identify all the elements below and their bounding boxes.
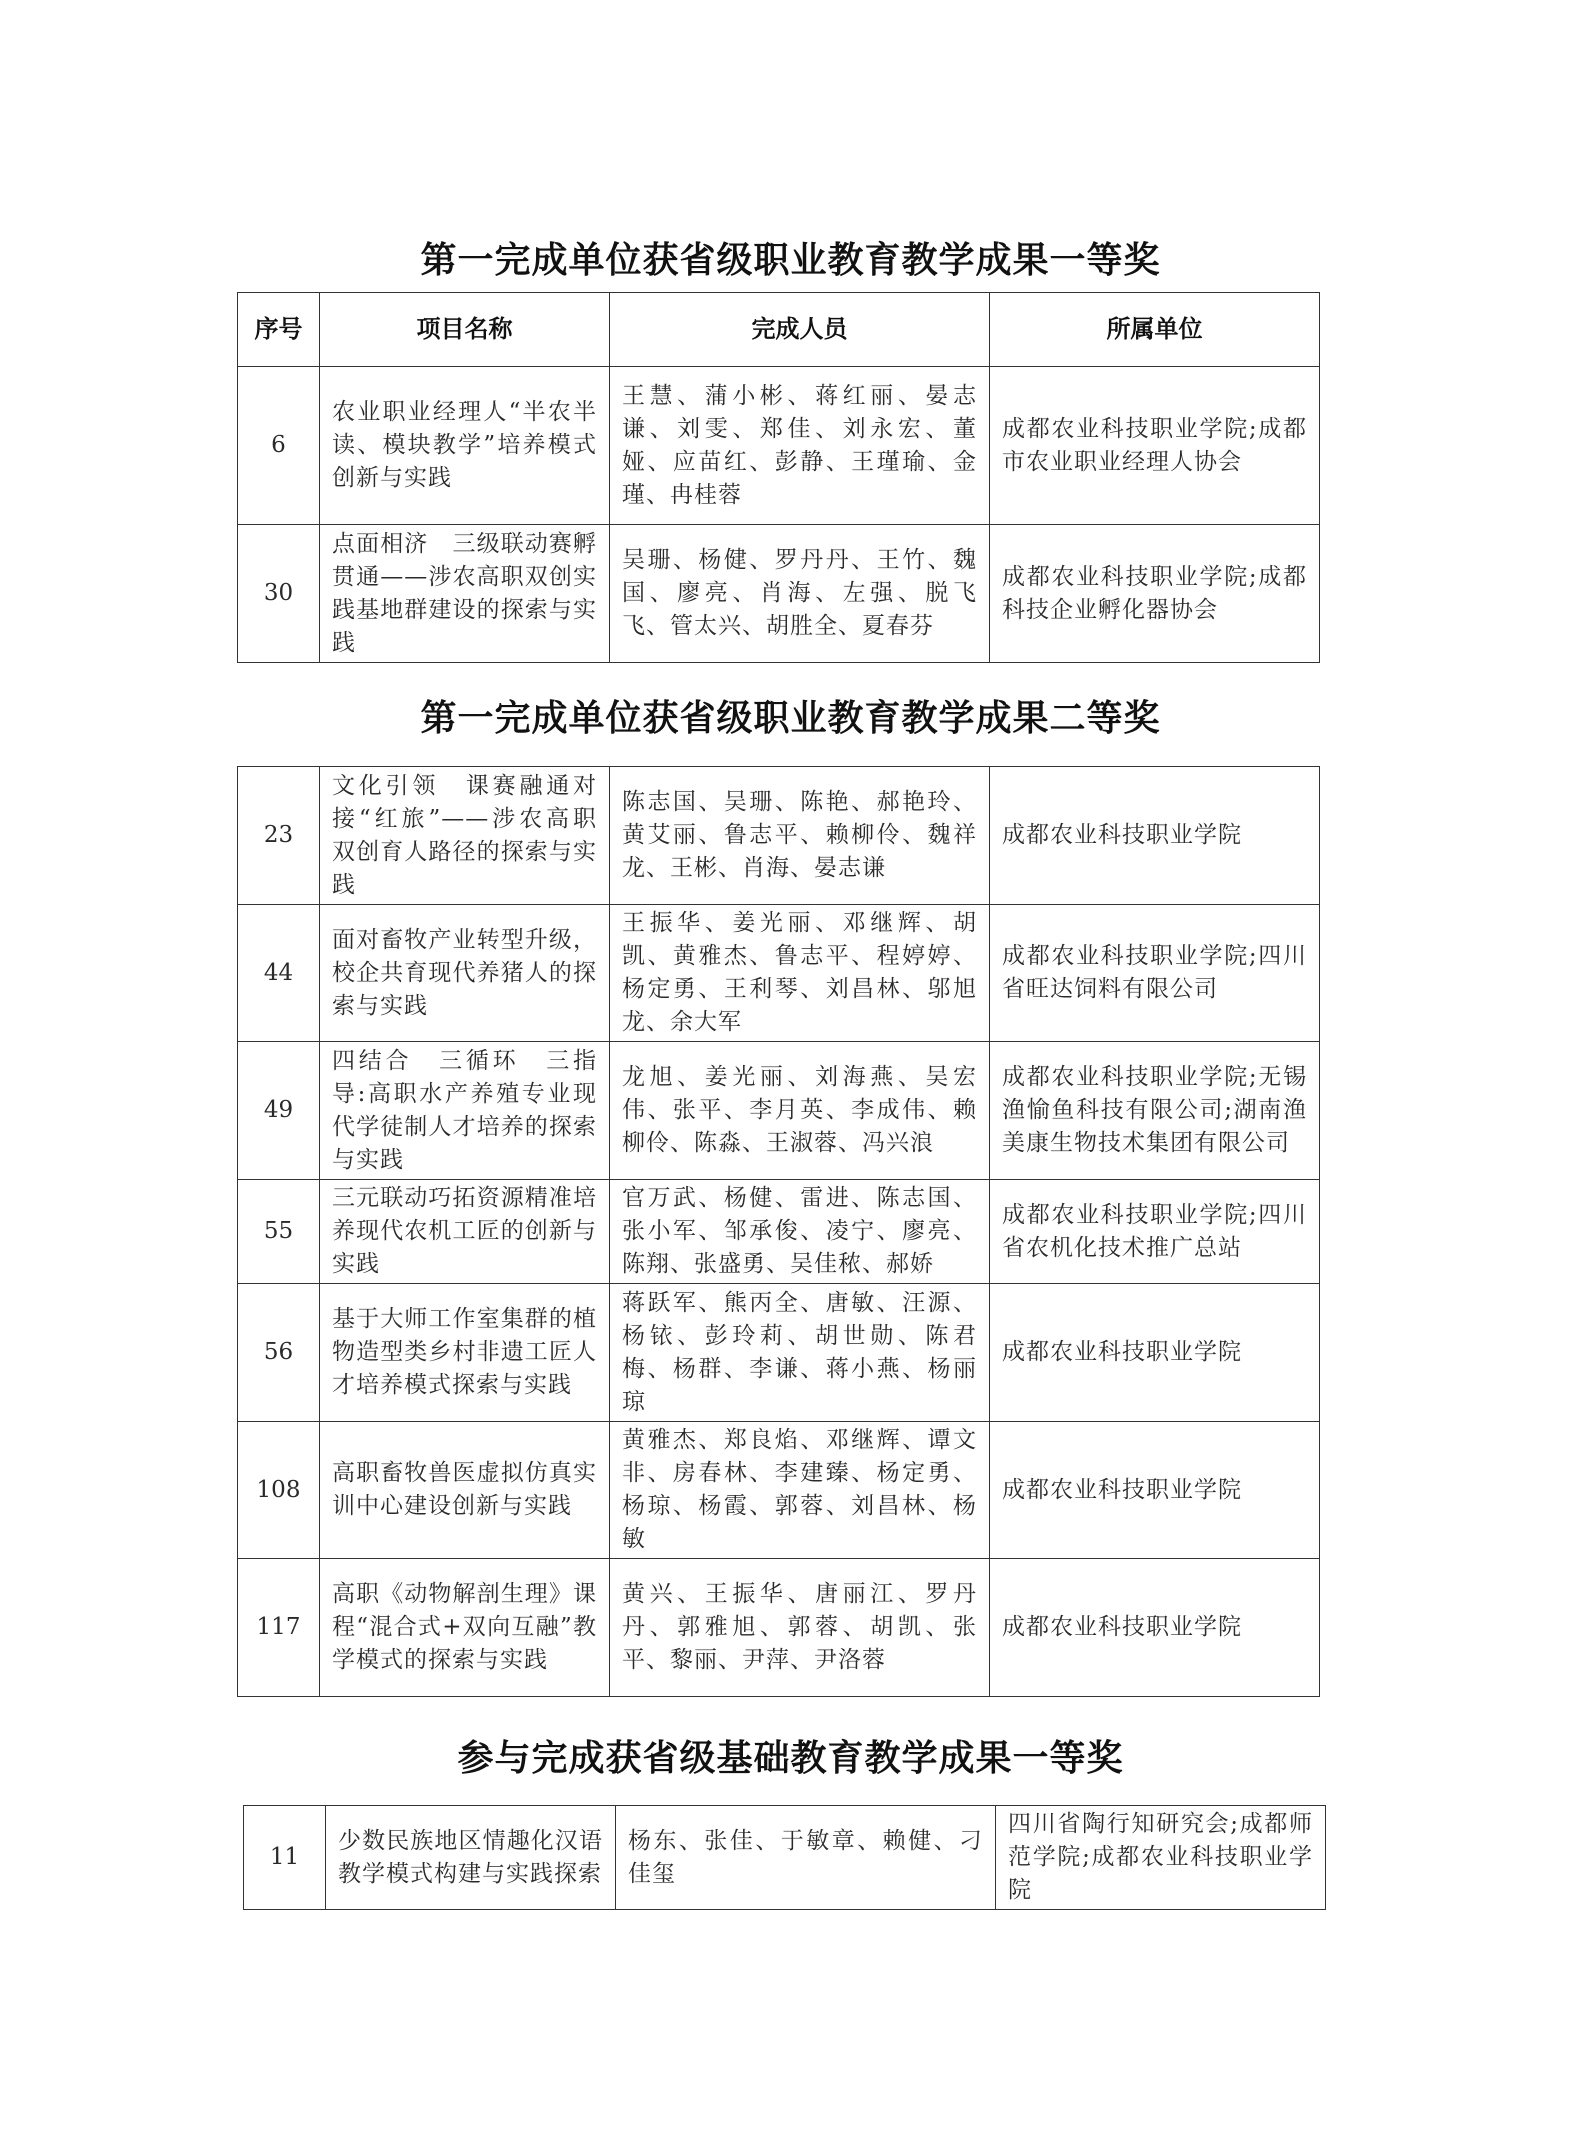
row-unit: 四川省陶行知研究会;成都师范学院;成都农业科技职业学院 [996, 1806, 1326, 1910]
table-row [238, 905, 1320, 1042]
row-people: 官万武、杨健、雷进、陈志国、张小军、邹承俊、凌宁、廖亮、陈翔、张盛勇、吴佳秾、郝娇 [610, 1180, 990, 1284]
table-row [238, 1284, 1320, 1422]
row-no: 11 [244, 1806, 326, 1910]
row-no: 49 [238, 1042, 320, 1180]
row-people: 王慧、蒲小彬、蒋红丽、晏志谦、刘雯、郑佳、刘永宏、董娅、应苗红、彭静、王瑾瑜、金瑾、冉桂蓉 [610, 367, 990, 525]
row-unit: 成都农业科技职业学院;四川省农机化技术推广总站 [990, 1180, 1320, 1284]
row-unit: 成都农业科技职业学院 [990, 1422, 1320, 1559]
row-project-name: 农业职业经理人“半农半读、模块教学”培养模式创新与实践 [320, 367, 610, 525]
section-title-second-prize-vocational: 第一完成单位获省级职业教育教学成果二等奖 [420, 697, 1161, 739]
row-project-name: 基于大师工作室集群的植物造型类乡村非遗工匠人才培养模式探索与实践 [320, 1284, 610, 1422]
row-unit: 成都农业科技职业学院 [990, 1559, 1320, 1697]
row-unit: 成都农业科技职业学院 [990, 767, 1320, 905]
row-people: 杨东、张佳、于敏章、赖健、刁佳玺 [616, 1806, 996, 1910]
row-project-name: 点面相济 三级联动赛孵贯通——涉农高职双创实践基地群建设的探索与实践 [320, 525, 610, 663]
table-row [238, 1042, 1320, 1180]
row-no: 117 [238, 1559, 320, 1697]
section-title-first-prize-vocational: 第一完成单位获省级职业教育教学成果一等奖 [420, 239, 1161, 281]
row-no: 6 [238, 367, 320, 525]
row-people: 蒋跃军、熊丙全、唐敏、汪源、杨铱、彭玲莉、胡世勋、陈君梅、杨群、李谦、蒋小燕、杨丽琼 [610, 1284, 990, 1422]
table-header-row [238, 293, 1320, 367]
header-no: 序号 [238, 293, 320, 367]
table-row [238, 767, 1320, 905]
table-first-prize-basic [243, 1805, 1326, 1910]
section-title-first-prize-basic: 参与完成获省级基础教育教学成果一等奖 [457, 1737, 1124, 1779]
row-people: 黄雅杰、郑良焰、邓继辉、谭文非、房春林、李建臻、杨定勇、杨琼、杨霞、郭蓉、刘昌林、杨敏 [610, 1422, 990, 1559]
row-no: 56 [238, 1284, 320, 1422]
row-unit: 成都农业科技职业学院;四川省旺达饲料有限公司 [990, 905, 1320, 1042]
row-unit: 成都农业科技职业学院;成都科技企业孵化器协会 [990, 525, 1320, 663]
row-project-name: 文化引领 课赛融通对接“红旅”——涉农高职双创育人路径的探索与实践 [320, 767, 610, 905]
row-unit: 成都农业科技职业学院;无锡渔愉鱼科技有限公司;湖南渔美康生物技术集团有限公司 [990, 1042, 1320, 1180]
table-row [238, 1559, 1320, 1697]
table-row [238, 1180, 1320, 1284]
row-people: 王振华、姜光丽、邓继辉、胡凯、黄雅杰、鲁志平、程婷婷、杨定勇、王利琴、刘昌林、邬旭龙、余大军 [610, 905, 990, 1042]
row-no: 30 [238, 525, 320, 663]
row-unit: 成都农业科技职业学院;成都市农业职业经理人协会 [990, 367, 1320, 525]
header-name: 项目名称 [320, 293, 610, 367]
row-project-name: 高职《动物解剖生理》课程“混合式+双向互融”教学模式的探索与实践 [320, 1559, 610, 1697]
header-unit: 所属单位 [990, 293, 1320, 367]
table-row [238, 367, 1320, 525]
row-people: 陈志国、吴珊、陈艳、郝艳玲、黄艾丽、鲁志平、赖柳伶、魏祥龙、王彬、肖海、晏志谦 [610, 767, 990, 905]
table-first-prize-vocational [237, 292, 1320, 663]
table-second-prize-vocational [237, 766, 1320, 1697]
row-no: 55 [238, 1180, 320, 1284]
row-project-name: 四结合 三循环 三指导:高职水产养殖专业现代学徒制人才培养的探索与实践 [320, 1042, 610, 1180]
row-people: 龙旭、姜光丽、刘海燕、吴宏伟、张平、李月英、李成伟、赖柳伶、陈淼、王淑蓉、冯兴浪 [610, 1042, 990, 1180]
table-row [238, 1422, 1320, 1559]
header-people: 完成人员 [610, 293, 990, 367]
row-no: 23 [238, 767, 320, 905]
row-project-name: 三元联动巧拓资源精准培养现代农机工匠的创新与实践 [320, 1180, 610, 1284]
row-project-name: 高职畜牧兽医虚拟仿真实训中心建设创新与实践 [320, 1422, 610, 1559]
row-unit: 成都农业科技职业学院 [990, 1284, 1320, 1422]
table-row [244, 1806, 1326, 1910]
row-no: 108 [238, 1422, 320, 1559]
row-people: 吴珊、杨健、罗丹丹、王竹、魏国、廖亮、肖海、左强、脱飞飞、管太兴、胡胜全、夏春芬 [610, 525, 990, 663]
row-project-name: 少数民族地区情趣化汉语教学模式构建与实践探索 [326, 1806, 616, 1910]
row-no: 44 [238, 905, 320, 1042]
table-row [238, 525, 1320, 663]
row-project-name: 面对畜牧产业转型升级，校企共育现代养猪人的探索与实践 [320, 905, 610, 1042]
row-people: 黄兴、王振华、唐丽江、罗丹丹、郭雅旭、郭蓉、胡凯、张平、黎丽、尹萍、尹洛蓉 [610, 1559, 990, 1697]
